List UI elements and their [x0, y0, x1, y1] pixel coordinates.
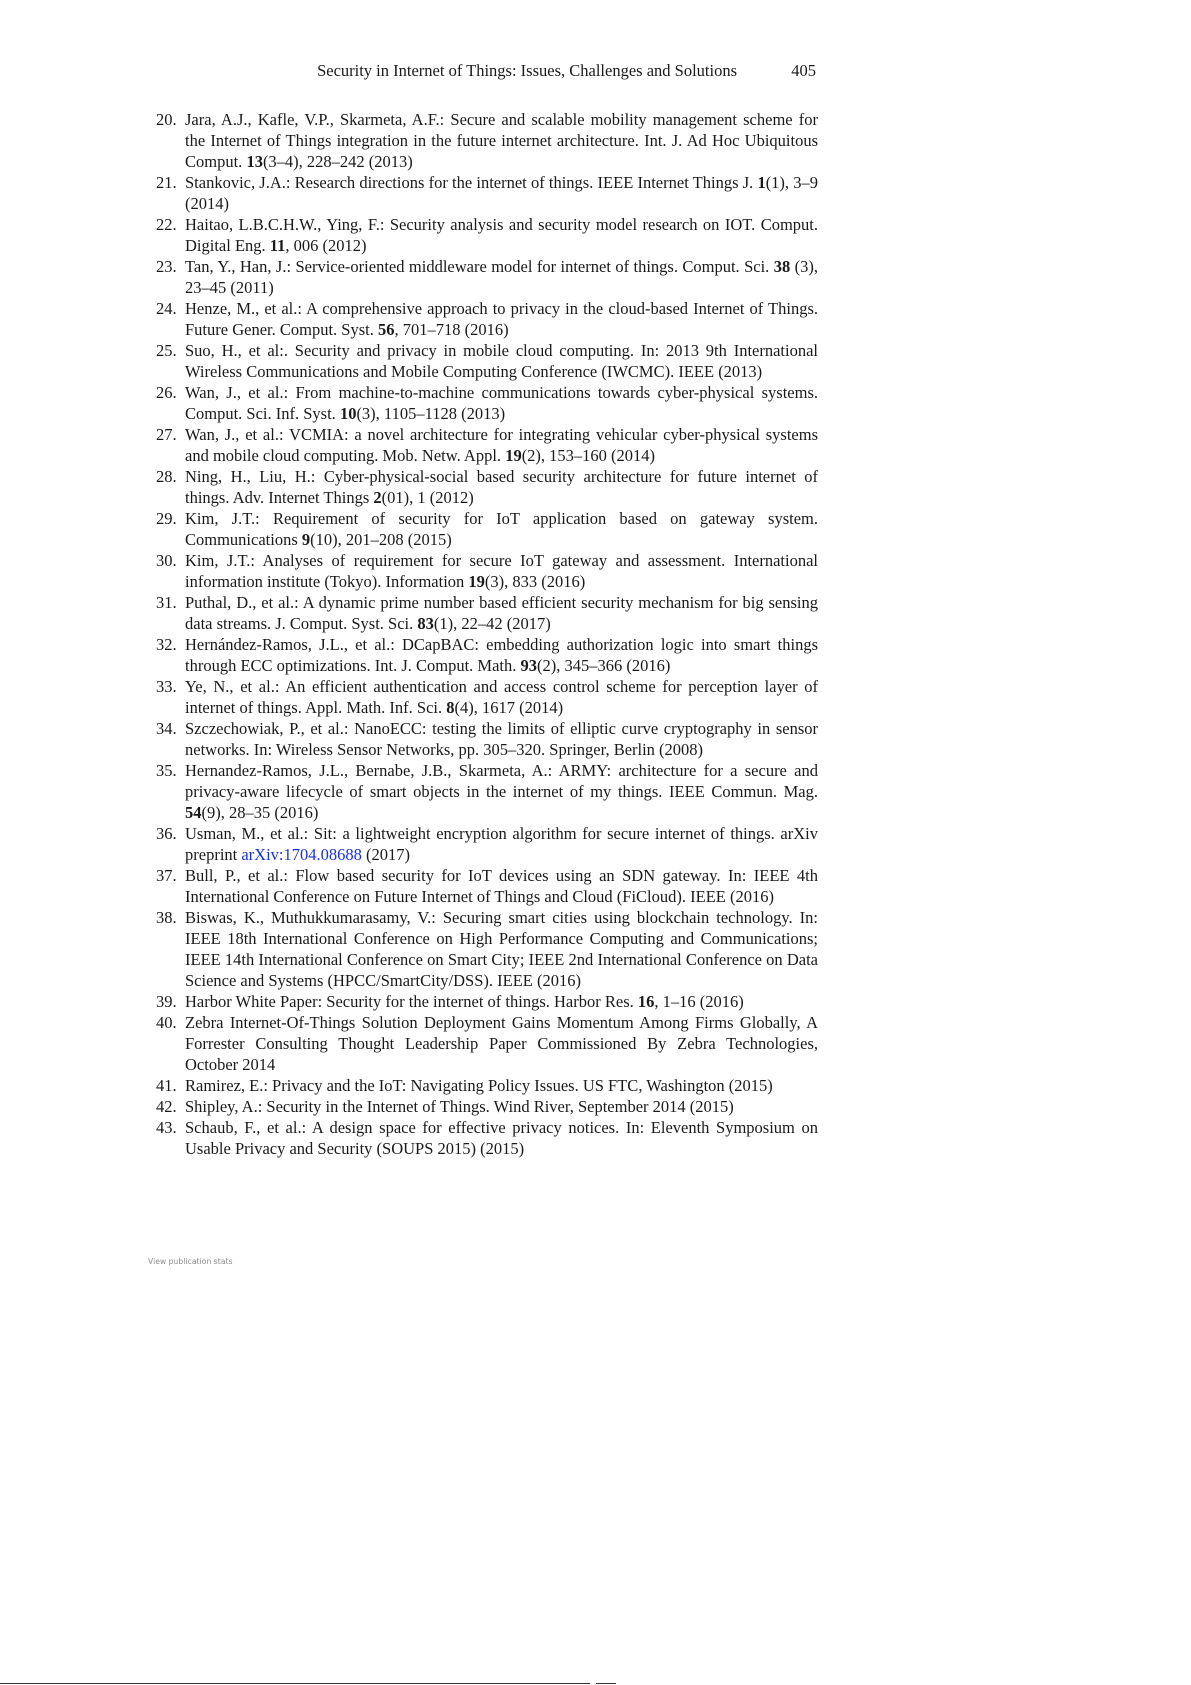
reference-text: [185, 1097, 734, 1116]
reference-number: 26.: [156, 383, 177, 402]
reference-item: [156, 382, 818, 424]
reference-number: 38.: [156, 908, 177, 927]
reference-item: [156, 172, 818, 214]
reference-segment: Ramirez, E.: Privacy and the IoT: Navigating Policy Issues. US FTC, Washington (2015): [185, 1076, 773, 1095]
reference-number: 42.: [156, 1097, 177, 1116]
reference-segment: Jara, A.J., Kafle, V.P., Skarmeta, A.F.: Secure and scalable mobility management scheme for the Internet of Things integration in the future internet architecture. Int. J. Ad Hoc Ubiquitous Comput.: [185, 110, 818, 171]
reference-segment: Haitao, L.B.C.H.W., Ying, F.: Security analysis and security model research on IOT. Comput. Digital Eng.: [185, 215, 818, 255]
reference-segment: (01), 1 (2012): [381, 488, 474, 507]
reference-volume: 16: [637, 992, 655, 1011]
reference-number: 25.: [156, 341, 177, 360]
reference-segment: Puthal, D., et al.: A dynamic prime number based efficient security mechanism for big sensing data streams. J. Comput. Syst. Sci.: [185, 593, 818, 633]
reference-item: [156, 1012, 818, 1075]
reference-item: [156, 340, 818, 382]
reference-segment: Zebra Internet-Of-Things Solution Deployment Gains Momentum Among Firms Globally, A Forrester Consulting Thought Leadership Paper Commissioned By Zebra Technologies, October 2014: [185, 1013, 818, 1074]
reference-item: [156, 592, 818, 634]
reference-volume: 8: [446, 698, 455, 717]
running-title: Security in Internet of Things: Issues, Challenges and Solutions: [317, 61, 737, 80]
reference-text: [185, 1013, 818, 1074]
reference-text: [185, 425, 818, 465]
reference-item: [156, 991, 818, 1012]
reference-segment: Stankovic, J.A.: Research directions for the internet of things. IEEE Internet Things J.: [185, 173, 758, 192]
reference-item: [156, 298, 818, 340]
reference-item: [156, 907, 818, 991]
reference-number: 43.: [156, 1118, 177, 1137]
reference-item: [156, 256, 818, 298]
reference-item: [156, 109, 818, 172]
reference-text: [185, 593, 818, 633]
view-publication-stats-link[interactable]: View publication stats: [148, 1257, 233, 1266]
reference-item: [156, 676, 818, 718]
reference-segment: Suo, H., et al:. Security and privacy in mobile cloud computing. In: 2013 9th International Wireless Communications and Mobile Computing Conference (IWCMC). IEEE (2013): [185, 341, 818, 381]
reference-segment: (3), 833 (2016): [484, 572, 586, 591]
reference-text: [185, 866, 818, 906]
reference-segment: , 1–16 (2016): [654, 992, 744, 1011]
reference-number: 31.: [156, 593, 177, 612]
reference-volume: 93: [520, 656, 537, 675]
reference-text: [185, 1118, 818, 1158]
reference-number: 22.: [156, 215, 177, 234]
reference-number: 32.: [156, 635, 177, 654]
reference-segment: (3), 23–45 (2011): [185, 257, 818, 297]
reference-segment: (1), 22–42 (2017): [433, 614, 551, 633]
reference-text: [185, 110, 818, 171]
reference-number: 24.: [156, 299, 177, 318]
reference-text: [185, 992, 744, 1011]
bottom-divider-segment: [596, 1683, 616, 1684]
reference-number: 28.: [156, 467, 177, 486]
reference-segment: Usman, M., et al.: Sit: a lightweight encryption algorithm for secure internet of things. arXiv preprint: [185, 824, 818, 864]
reference-number: 36.: [156, 824, 177, 843]
reference-number: 27.: [156, 425, 177, 444]
reference-text: [185, 761, 818, 822]
reference-text: [185, 1076, 773, 1095]
reference-segment: Wan, J., et al.: VCMIA: a novel architecture for integrating vehicular cyber-physical systems and mobile cloud computing. Mob. Netw. Appl.: [185, 425, 818, 465]
reference-volume: 10: [339, 404, 357, 423]
reference-segment: Bull, P., et al.: Flow based security for IoT devices using an SDN gateway. In: IEEE 4th International Conference on Future Internet of Things and Cloud (FiCloud). IEEE (2016): [185, 866, 818, 906]
reference-segment: (3–4), 228–242 (2013): [262, 152, 413, 171]
reference-segment: Kim, J.T.: Requirement of security for IoT application based on gateway system. Communications: [185, 509, 818, 549]
arxiv-link[interactable]: arXiv:1704.08688: [241, 845, 362, 864]
reference-volume: 19: [505, 446, 522, 465]
reference-segment: (3), 1105–1128 (2013): [356, 404, 506, 423]
reference-volume: 2: [373, 488, 382, 507]
reference-text: [185, 257, 818, 297]
reference-number: 30.: [156, 551, 177, 570]
reference-number: 33.: [156, 677, 177, 696]
bottom-divider: [0, 1683, 590, 1684]
running-header: [156, 60, 818, 82]
reference-item: [156, 865, 818, 907]
reference-segment: , 701–718 (2016): [394, 320, 509, 339]
reference-volume: 19: [468, 572, 485, 591]
reference-segment: Ning, H., Liu, H.: Cyber-physical-social based security architecture for future internet of things. Adv. Internet Things: [185, 467, 818, 507]
reference-volume: 1: [757, 173, 766, 192]
reference-item: [156, 424, 818, 466]
reference-text: [185, 467, 818, 507]
reference-volume: 56: [377, 320, 395, 339]
reference-text: [185, 173, 818, 213]
reference-number: 39.: [156, 992, 177, 1011]
reference-volume: 11: [269, 236, 286, 255]
reference-text: [185, 824, 818, 864]
reference-number: 34.: [156, 719, 177, 738]
reference-item: [156, 508, 818, 550]
reference-segment: Kim, J.T.: Analyses of requirement for secure IoT gateway and assessment. International information institute (Tokyo). Information: [185, 551, 818, 591]
reference-segment: , 006 (2012): [285, 236, 367, 255]
reference-segment: (2), 345–366 (2016): [537, 656, 671, 675]
reference-segment: Szczechowiak, P., et al.: NanoECC: testing the limits of elliptic curve cryptography in sensor networks. In: Wireless Sensor Networks, pp. 305–320. Springer, Berlin (2008): [185, 719, 818, 759]
reference-item: [156, 1075, 818, 1096]
reference-number: 35.: [156, 761, 177, 780]
reference-volume: 38: [773, 257, 791, 276]
reference-text: [185, 908, 818, 990]
reference-segment: (1), 3–9 (2014): [185, 173, 818, 213]
reference-segment: Schaub, F., et al.: A design space for effective privacy notices. In: Eleventh Symposium on Usable Privacy and Security (SOUPS 2015) (2015): [185, 1118, 818, 1158]
reference-item: [156, 466, 818, 508]
reference-text: [185, 719, 818, 759]
reference-text: [185, 635, 818, 675]
reference-item: [156, 823, 818, 865]
reference-text: [185, 341, 818, 381]
reference-segment: (2017): [361, 845, 411, 864]
reference-volume: 83: [417, 614, 434, 633]
reference-item: [156, 1096, 818, 1117]
reference-segment: Harbor White Paper: Security for the internet of things. Harbor Res.: [185, 992, 638, 1011]
reference-segment: Hernandez-Ramos, J.L., Bernabe, J.B., Skarmeta, A.: ARMY: architecture for a secure and privacy-aware lifecycle of smart objects in the internet of my things. IEEE Commun. Mag.: [185, 761, 818, 801]
reference-segment: Wan, J., et al.: From machine-to-machine communications towards cyber-physical systems. Comput. Sci. Inf. Syst.: [185, 383, 818, 423]
reference-number: 23.: [156, 257, 177, 276]
reference-segment: Shipley, A.: Security in the Internet of Things. Wind River, September 2014 (2015): [185, 1097, 734, 1116]
reference-segment: (10), 201–208 (2015): [310, 530, 452, 549]
reference-segment: (4), 1617 (2014): [454, 698, 564, 717]
reference-segment: Ye, N., et al.: An efficient authentication and access control scheme for perception layer of internet of things. Appl. Math. Inf. Sci.: [185, 677, 818, 717]
reference-volume: 13: [246, 152, 263, 171]
reference-volume: 54: [185, 803, 202, 822]
reference-number: 40.: [156, 1013, 177, 1032]
reference-text: [185, 677, 818, 717]
reference-number: 20.: [156, 110, 177, 129]
reference-text: [185, 383, 818, 423]
reference-list: [156, 109, 818, 1159]
reference-segment: Henze, M., et al.: A comprehensive approach to privacy in the cloud-based Internet of Things. Future Gener. Comput. Syst.: [185, 299, 818, 339]
reference-item: [156, 718, 818, 760]
reference-number: 21.: [156, 173, 177, 192]
reference-text: [185, 215, 818, 255]
reference-text: [185, 299, 818, 339]
reference-number: 29.: [156, 509, 177, 528]
reference-segment: Biswas, K., Muthukkumarasamy, V.: Securing smart cities using blockchain technology. In: IEEE 18th International Conference on High Performance Computing and Communications; IEEE 14th International Conference on Smart City; IEEE 2nd International Conference on Data Science and Systems (HPCC/SmartCity/DSS). IEEE (2016): [185, 908, 818, 990]
reference-text: [185, 551, 818, 591]
reference-segment: Tan, Y., Han, J.: Service-oriented middleware model for internet of things. Comput. Sci.: [185, 257, 774, 276]
reference-number: 41.: [156, 1076, 177, 1095]
reference-segment: (2), 153–160 (2014): [521, 446, 656, 465]
reference-item: [156, 550, 818, 592]
page-number: 405: [791, 61, 816, 80]
reference-volume: 9: [301, 530, 311, 549]
reference-item: [156, 214, 818, 256]
reference-text: [185, 509, 818, 549]
reference-item: [156, 760, 818, 823]
reference-segment: Hernández-Ramos, J.L., et al.: DCapBAC: embedding authorization logic into smart things through ECC optimizations. Int. J. Comput. Math.: [185, 635, 818, 675]
reference-item: [156, 634, 818, 676]
reference-segment: (9), 28–35 (2016): [201, 803, 319, 822]
reference-number: 37.: [156, 866, 177, 885]
reference-item: [156, 1117, 818, 1159]
